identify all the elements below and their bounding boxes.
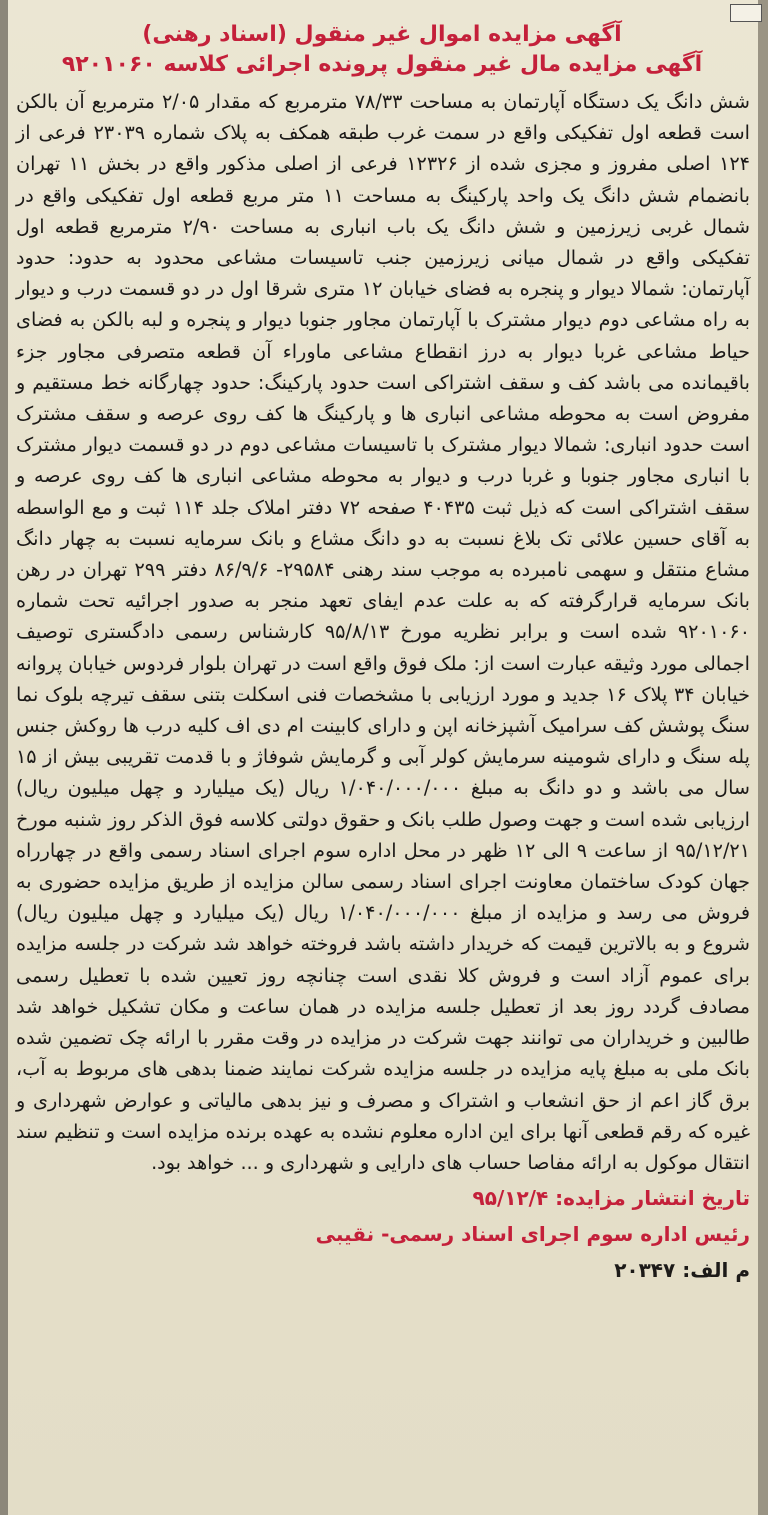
notice-header [10,20,754,80]
corner-mark [730,4,762,22]
left-border [0,0,8,1515]
notice-title: آگهی مزایده اموال غیر منقول (اسناد رهنی) [142,22,622,47]
signer-name: رئیس اداره سوم اجرای اسناد رسمی- نقیبی [315,1222,750,1247]
right-border [758,0,768,1515]
notice-body: شش دانگ یک دستگاه آپارتمان به مساحت ۷۸/۳۳ مترمربع که مقدار ۲/۰۵ مترمربع آن بالکن است قطعه اول تفکیکی واقع در سمت غرب طبقه همکف به پلاک شماره ۲۳۰۳۹ فرعی از ۱۲۴ اصلی مفروز و مجزی شده از ۱۲۳۲۶ فرعی از اصلی مذکور واقع در بخش ۱۱ تهران بانضمام شش دانگ یک واحد پارکینگ به مساحت ۱۱ متر مربع قطعه اول تفکیکی واقع در شمال غربی زیرزمین و شش دانگ یک باب انباری به مساحت ۲/۹۰ مترمربع قطعه اول تفکیکی واقع در شمال میانی زیرزمین جنب تاسیسات مشاعی محدود به حدود: حدود آپارتمان: شمالا دیوار و پنجره به فضای خیابان ۱۲ متری شرقا اول در دو قسمت درب و دیوار به راه مشاعی دوم دیوار مشترک با آپارتمان مجاور جنوبا دیوار و پنجره و لبه بالکن به فضای حیاط مشاعی غربا دیوار به درز انقطاع مشاعی ماوراء آن قطعه متصرفی مجاور جزء باقیمانده می باشد کف و سقف اشتراکی است حدود پارکینگ: حدود چهارگانه خط مستقیم و مفروض است به محوطه مشاعی انباری ها و پارکینگ ها کف روی عرصه و سقف مشترک است حدود انباری: شمالا دیوار مشترک با تاسیسات مشاعی دوم در دو قسمت دیوار مشترک با انباری مجاور جنوبا و غربا درب و دیوار به محوطه مشاعی انباری ها کف روی عرصه و سقف اشتراکی است که ذیل ثبت ۴۰۴۳۵ صفحه ۷۲ دفتر املاک جلد ۱۱۴ ثبت و مع الواسطه به آقای حسین علائی تک بلاغ نسبت به دو دانگ مشاع و بانک سرمایه نسبت به چهار دانگ مشاع منتقل و سهمی نامبرده به موجب سند رهنی ۲۹۵۸۴- ۸۶/۹/۶ دفتر ۲۹۹ تهران در رهن بانک سرمایه قرارگرفته که به علت عدم ایفای تعهد منجر به صدور اجرائیه تحت شماره ۹۲۰۱۰۶۰ شده است و برابر نظریه مورخ ۹۵/۸/۱۳ کارشناس رسمی دادگستری توصیف اجمالی مورد وثیقه عبارت است از: ملک فوق واقع است در تهران بلوار فردوس خیابان پروانه خیابان ۳۴ پلاک ۱۶ جدید و مورد ارزیابی با مشخصات فنی اسکلت بتنی سقف تیرچه بلوک نما سنگ پوشش کف سرامیک آشپزخانه اپن و دارای کابینت ام دی اف کلیه درب ها روکش جنس پله سنگ و دارای شومینه سرمایش کولر آبی و گرمایش شوفاژ و با قدمت تقریبی بیش از ۱۵ سال می باشد و دو دانگ به مبلغ ۱/۰۴۰/۰۰۰/۰۰۰ ریال (یک میلیارد و چهل میلیون ریال) ارزیابی شده است و جهت وصول طلب بانک و حقوق دولتی کلاسه فوق الذکر روز شنبه مورخ ۹۵/۱۲/۲۱ از ساعت ۹ الی ۱۲ ظهر در محل اداره سوم اجرای اسناد رسمی واقع در چهارراه جهان کودک ساختمان معاونت اجرای اسناد رسمی سالن مزایده از طریق مزایده حضوری به فروش می رسد و مزایده از مبلغ ۱/۰۴۰/۰۰۰/۰۰۰ ریال (یک میلیارد و چهل میلیون ریال) شروع و به بالاترین قیمت که خریدار داشته باشد فروخته خواهد شد شرکت در جلسه مزایده برای عموم آزاد است و فروش کلا نقدی است چنانچه روز تعیین شده با تعطیل رسمی مصادف گردد روز بعد از تعطیل جلسه مزایده در همان ساعت و مکان تشکیل خواهد شد طالبین و خریداران می توانند جهت شرکت در مزایده در وقت مقرر با ارائه چک تضمین شده بانک ملی به مبلغ پایه مزایده در جلسه مزایده شرکت نمایند ضمنا بدهی های مربوط به آب، برق گاز اعم از حق انشعاب و اشتراک و مصرف و نیز بدهی مالیاتی و عوارض شهرداری و غیره که رقم قطعی آنها برای این اداره معلوم نشده به عهده برنده مزایده است و تنظیم سند انتقال موکول به ارائه مفاصا حساب های دارایی و شهرداری و ... خواهد بود. [16,90,751,1174]
notice-footer [10,1180,754,1288]
notice-subtitle: آگهی مزایده مال غیر منقول پرونده اجرائی کلاسه ۹۲۰۱۰۶۰ [61,52,703,77]
reference-number: م الف: ۲۰۳۴۷ [614,1258,750,1283]
publication-date: تاریخ انتشار مزایده: ۹۵/۱۲/۴ [472,1186,750,1211]
